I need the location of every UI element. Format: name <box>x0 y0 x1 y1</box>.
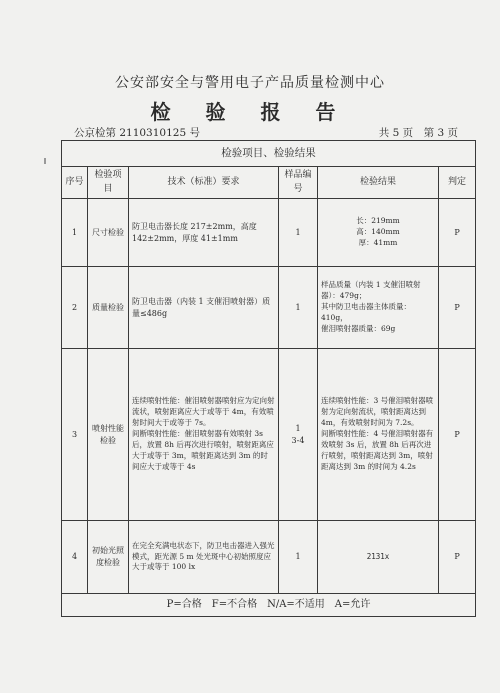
table-row <box>62 267 476 349</box>
row-sample: 1 <box>279 199 318 267</box>
row-verdict: P <box>439 349 476 521</box>
table-header-row <box>62 167 476 199</box>
table-caption: 检验项目、检验结果 <box>62 141 476 167</box>
row-requirement: 防卫电击器长度 217±2mm，高度 142±2mm，厚度 41±1mm <box>129 199 279 267</box>
col-header-sample: 样品编号 <box>279 167 318 199</box>
row-no: 1 <box>62 199 88 267</box>
table-caption-row <box>62 141 476 167</box>
row-verdict: P <box>439 267 476 349</box>
row-verdict: P <box>439 199 476 267</box>
row-item: 尺寸检验 <box>88 199 129 267</box>
row-result: 样品质量（内装 1 支催泪喷射器）：479g； 其中防卫电击器主体质量：410g， 催泪喷射器质量：69g <box>318 267 439 349</box>
table-row <box>62 199 476 267</box>
scan-mark <box>44 158 46 164</box>
row-requirement: 在完全充满电状态下，防卫电击器进入强光模式，距光源 5 m 处光斑中心初始照度应大于或等于 100 lx <box>129 521 279 594</box>
row-result: 2131x <box>318 521 439 594</box>
inspection-results-table <box>61 140 476 617</box>
col-header-item: 检验项目 <box>88 167 129 199</box>
page-indicator: 共 5 页 第 3 页 <box>378 127 458 139</box>
col-header-result: 检验结果 <box>318 167 439 199</box>
row-no: 3 <box>62 349 88 521</box>
row-sample: 1 <box>279 521 318 594</box>
row-result: 连续喷射性能：3 号催泪喷射器喷射为定向射流状，喷射距离达到 4m，有效喷射时间为 7.2s。 间断喷射性能：4 号催泪喷射器有效喷射 3s 后，放置 8h 后再次进行喷射，喷射距离达到 3m，喷射距离达到 3m 的时间为 4.2s <box>318 349 439 521</box>
row-requirement: 连续喷射性能：催泪喷射器喷射应为定向射流状，喷射距离应大于或等于 4m，有效喷射时间大于或等于 7s。 间断喷射性能：催泪喷射器有效喷射 3s 后，放置 8h 后再次进行喷射，喷射距离应大于或等于 3m，喷射距离达到 3m 的时间应大于或等于 4s <box>129 349 279 521</box>
row-result: 长：219mm 高：140mm 厚：41mm <box>318 199 439 267</box>
table-row <box>62 349 476 521</box>
issuing-organization: 公安部安全与警用电子产品质量检测中心 <box>115 75 385 91</box>
verdict-legend: P=合格 F=不合格 N/A=不适用 A=允许 <box>62 594 476 617</box>
legend-row <box>62 594 476 617</box>
row-sample: 1 3-4 <box>279 349 318 521</box>
table-row <box>62 521 476 594</box>
row-verdict: P <box>439 521 476 594</box>
row-item: 喷射性能检验 <box>88 349 129 521</box>
report-number: 公京检第 2110310125 号 <box>74 127 200 139</box>
col-header-no: 序号 <box>62 167 88 199</box>
row-item: 质量检验 <box>88 267 129 349</box>
report-title: 检 验 报 告 <box>150 100 350 124</box>
row-requirement: 防卫电击器（内装 1 支催泪喷射器）质量≤486g <box>129 267 279 349</box>
col-header-verdict: 判定 <box>439 167 476 199</box>
col-header-requirement: 技术（标准）要求 <box>129 167 279 199</box>
row-no: 2 <box>62 267 88 349</box>
row-sample: 1 <box>279 267 318 349</box>
row-item: 初始光照度检验 <box>88 521 129 594</box>
row-no: 4 <box>62 521 88 594</box>
